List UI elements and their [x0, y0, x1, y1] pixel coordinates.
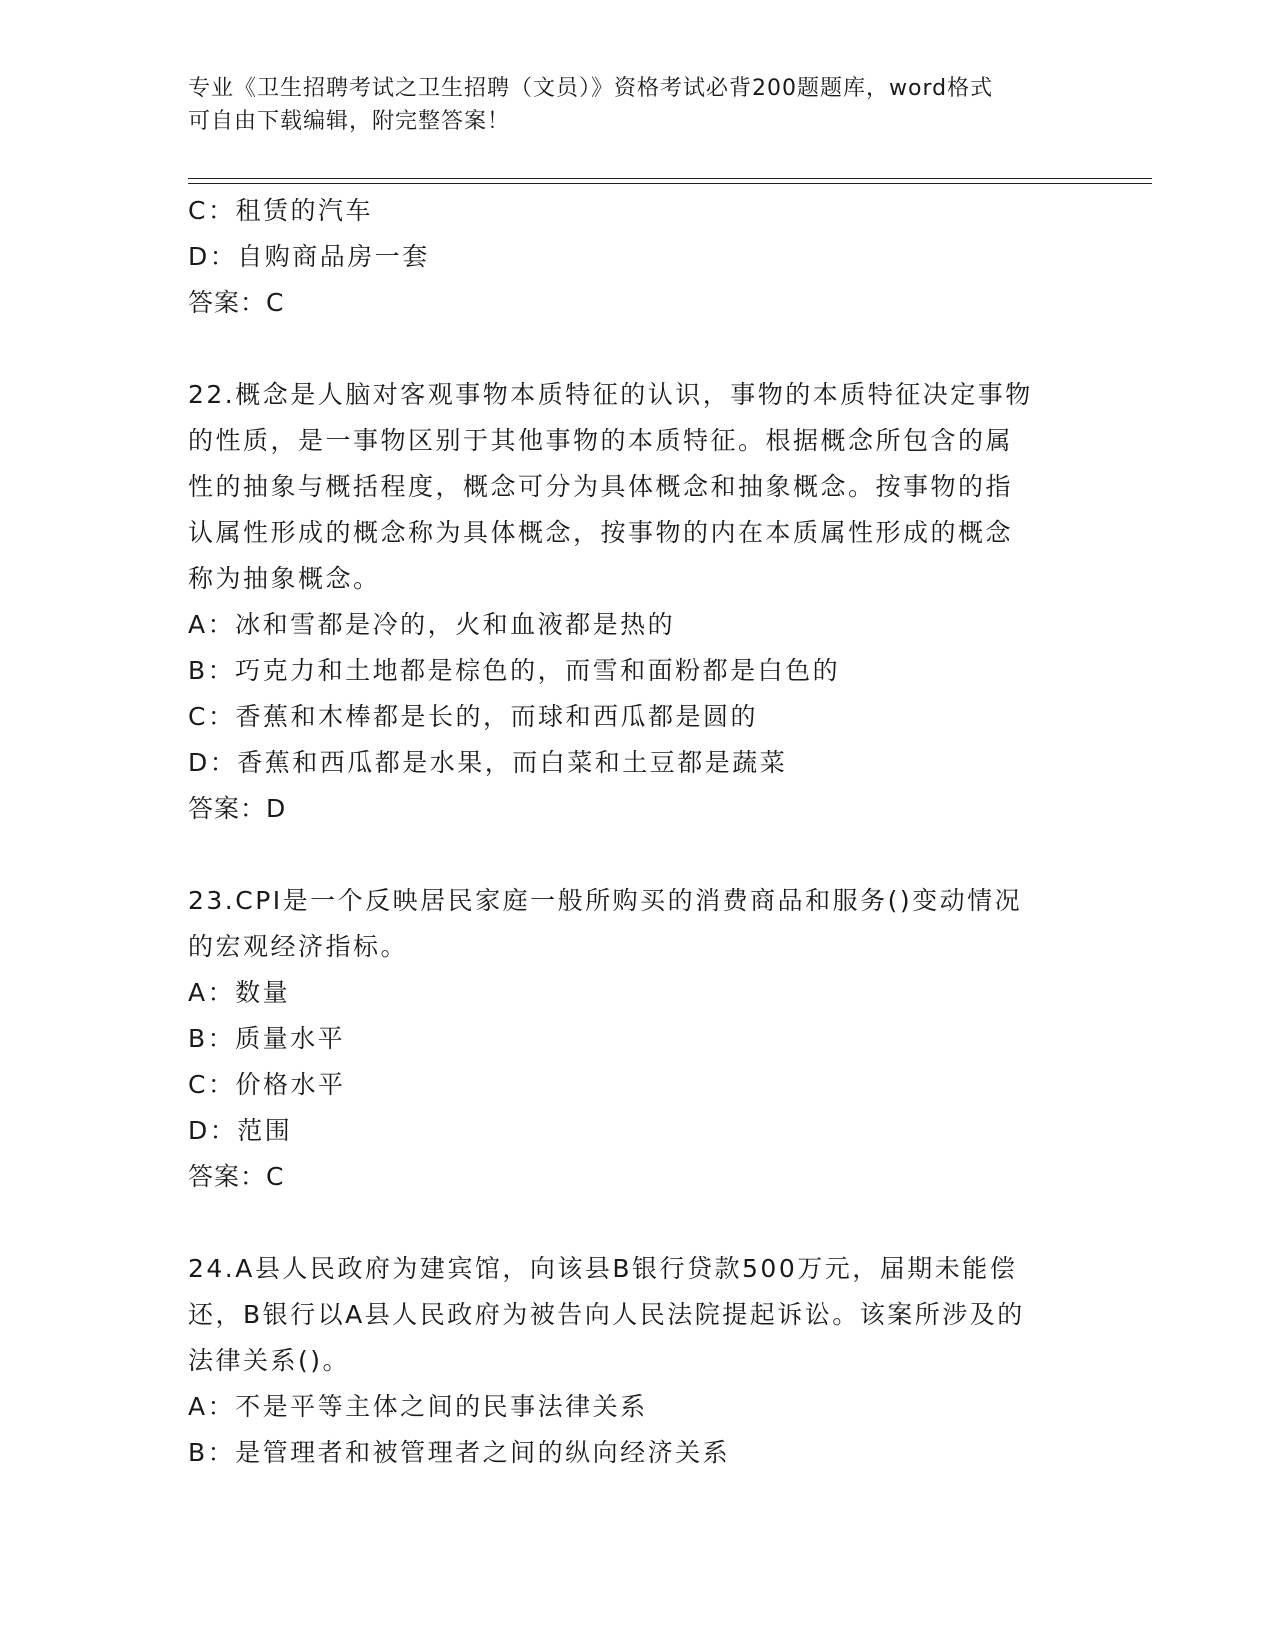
document-body — [188, 188, 1088, 1476]
answer: 答案：C — [188, 1162, 285, 1191]
spacer — [188, 1200, 1088, 1246]
option-c: C：价格水平 — [188, 1070, 346, 1099]
option-a: A：不是平等主体之间的民事法律关系 — [188, 1392, 648, 1421]
question-text — [188, 878, 1088, 970]
header-divider — [188, 178, 1152, 184]
question-24 — [188, 1246, 1088, 1476]
question-text-line: 的宏观经济指标。 — [188, 932, 409, 961]
option-b: B：巧克力和土地都是棕色的，而雪和面粉都是白色的 — [188, 656, 841, 685]
option-c: C：租赁的汽车 — [188, 196, 373, 225]
question-22 — [188, 372, 1088, 832]
option-b: B：是管理者和被管理者之间的纵向经济关系 — [188, 1438, 731, 1467]
question-21-tail — [188, 188, 1088, 326]
option-d: D：自购商品房一套 — [188, 242, 430, 271]
question-text-line: 的性质，是一事物区别于其他事物的本质特征。根据概念所包含的属 — [188, 426, 1014, 455]
question-text-line: 还，B银行以A县人民政府为被告向人民法院提起诉讼。该案所涉及的 — [188, 1300, 1025, 1329]
spacer — [188, 832, 1088, 878]
question-text-line: 22.概念是人脑对客观事物本质特征的认识，事物的本质特征决定事物 — [188, 380, 1033, 409]
question-text-line: 称为抽象概念。 — [188, 564, 381, 593]
option-c: C：香蕉和木棒都是长的，而球和西瓜都是圆的 — [188, 702, 758, 731]
header-line-2: 可自由下载编辑，附完整答案！ — [188, 109, 511, 134]
option-b: B：质量水平 — [188, 1024, 346, 1053]
question-text-line: 法律关系()。 — [188, 1346, 351, 1375]
spacer — [188, 326, 1088, 372]
question-text-line: 23.CPI是一个反映居民家庭一般所购买的消费商品和服务()变动情况 — [188, 886, 1023, 915]
question-text-line: 性的抽象与概括程度，概念可分为具体概念和抽象概念。按事物的指 — [188, 472, 1014, 501]
header-line-1: 专业《卫生招聘考试之卫生招聘（文员）》资格考试必背200题题库，word格式 — [188, 76, 994, 101]
page-header — [188, 72, 1088, 138]
option-a: A：冰和雪都是冷的，火和血液都是热的 — [188, 610, 676, 639]
question-text — [188, 372, 1088, 602]
question-text-line: 24.A县人民政府为建宾馆，向该县B银行贷款500万元，届期未能偿 — [188, 1254, 1018, 1283]
question-text — [188, 1246, 1088, 1384]
option-d: D：香蕉和西瓜都是水果，而白菜和土豆都是蔬菜 — [188, 748, 788, 777]
answer: 答案：C — [188, 288, 285, 317]
option-a: A：数量 — [188, 978, 291, 1007]
question-23 — [188, 878, 1088, 1200]
question-text-line: 认属性形成的概念称为具体概念，按事物的内在本质属性形成的概念 — [188, 518, 1014, 547]
answer: 答案：D — [188, 794, 287, 823]
option-d: D：范围 — [188, 1116, 293, 1145]
